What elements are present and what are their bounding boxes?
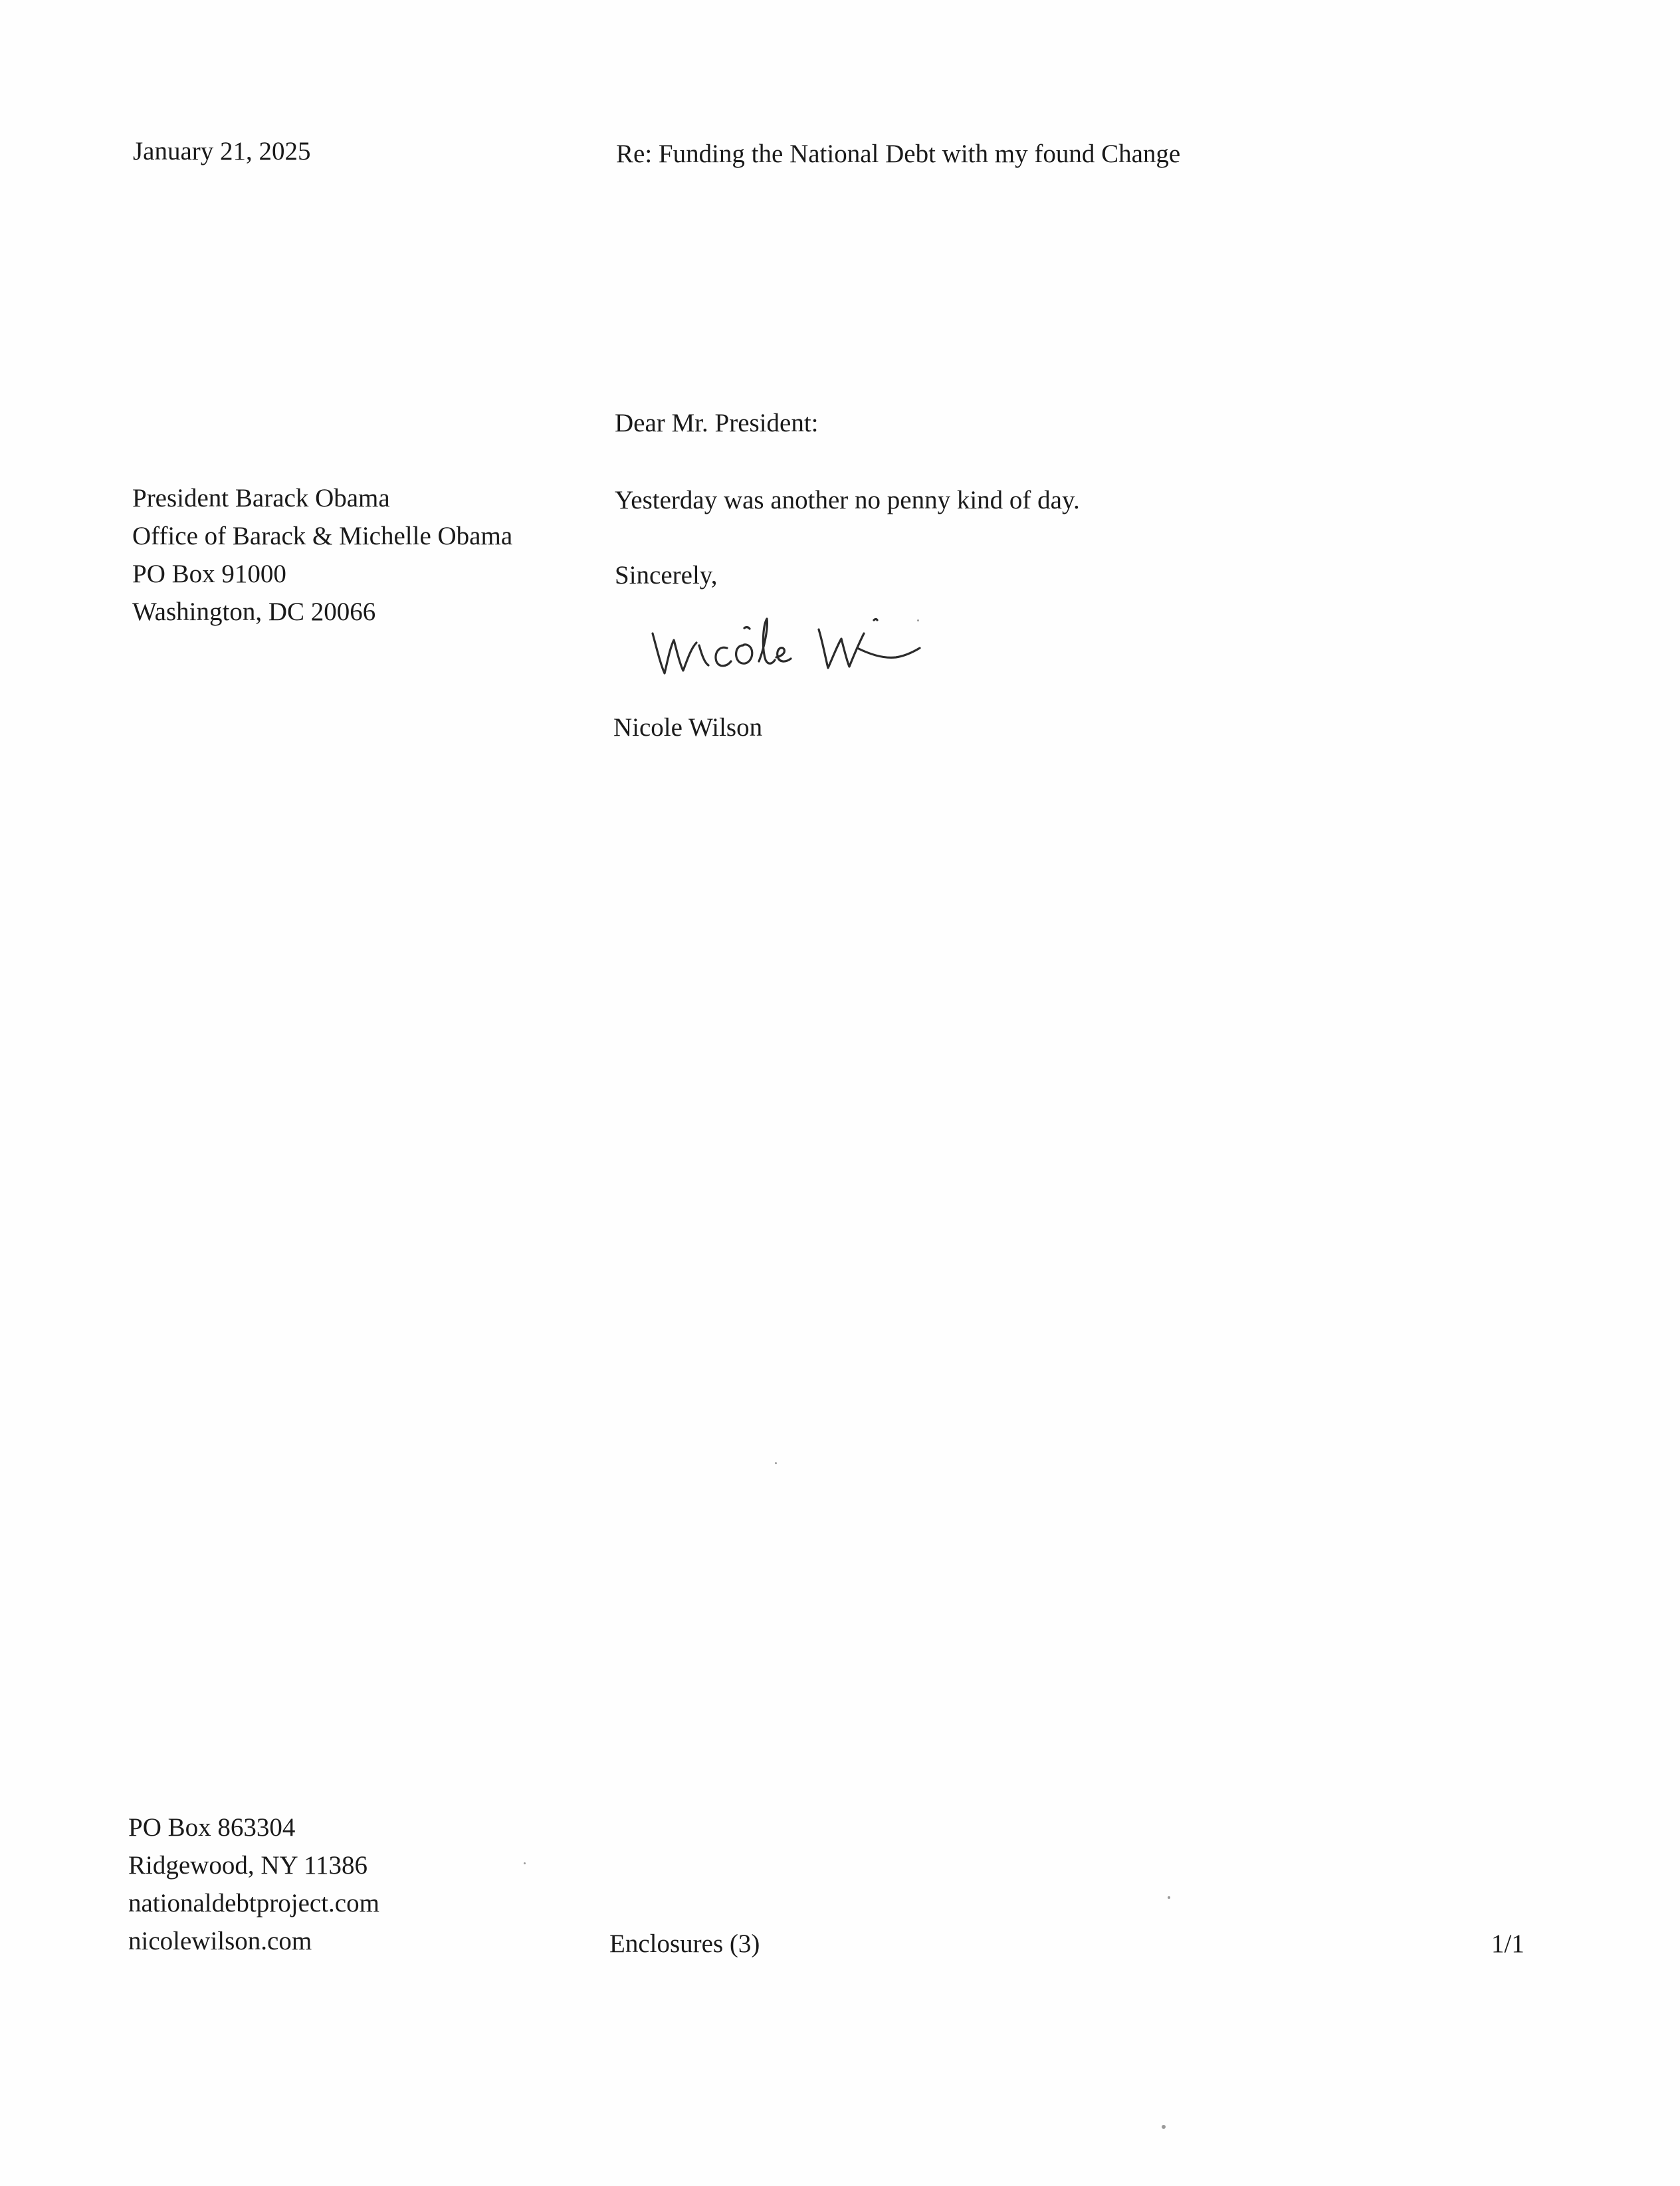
scan-speck	[1162, 2125, 1166, 2129]
salutation: Dear Mr. President:	[615, 409, 819, 437]
recipient-line: Washington, DC 20066	[132, 598, 376, 626]
letter-date: January 21, 2025	[133, 137, 311, 165]
letter-body: Yesterday was another no penny kind of day.	[615, 486, 1080, 514]
scan-speck	[1168, 1896, 1170, 1899]
scan-speck	[524, 1862, 526, 1864]
letter-subject: Re: Funding the National Debt with my found Change	[616, 140, 1181, 168]
enclosures-note: Enclosures (3)	[609, 1929, 760, 1958]
page-number: 1/1	[1491, 1929, 1524, 1958]
signer-name: Nicole Wilson	[613, 713, 763, 742]
closing: Sincerely,	[615, 561, 718, 590]
scan-speck	[917, 619, 919, 621]
sender-line: Ridgewood, NY 11386	[128, 1851, 368, 1880]
sender-line: PO Box 863304	[128, 1813, 296, 1842]
handwritten-signature	[645, 601, 930, 691]
recipient-line: Office of Barack & Michelle Obama	[132, 522, 513, 550]
sender-line: nationaldebtproject.com	[128, 1889, 379, 1917]
recipient-address	[132, 485, 512, 637]
recipient-line: PO Box 91000	[132, 560, 286, 588]
sender-line: nicolewilson.com	[128, 1927, 312, 1955]
sender-address	[128, 1814, 379, 1966]
scan-speck	[775, 1462, 777, 1464]
recipient-line: President Barack Obama	[132, 484, 390, 512]
